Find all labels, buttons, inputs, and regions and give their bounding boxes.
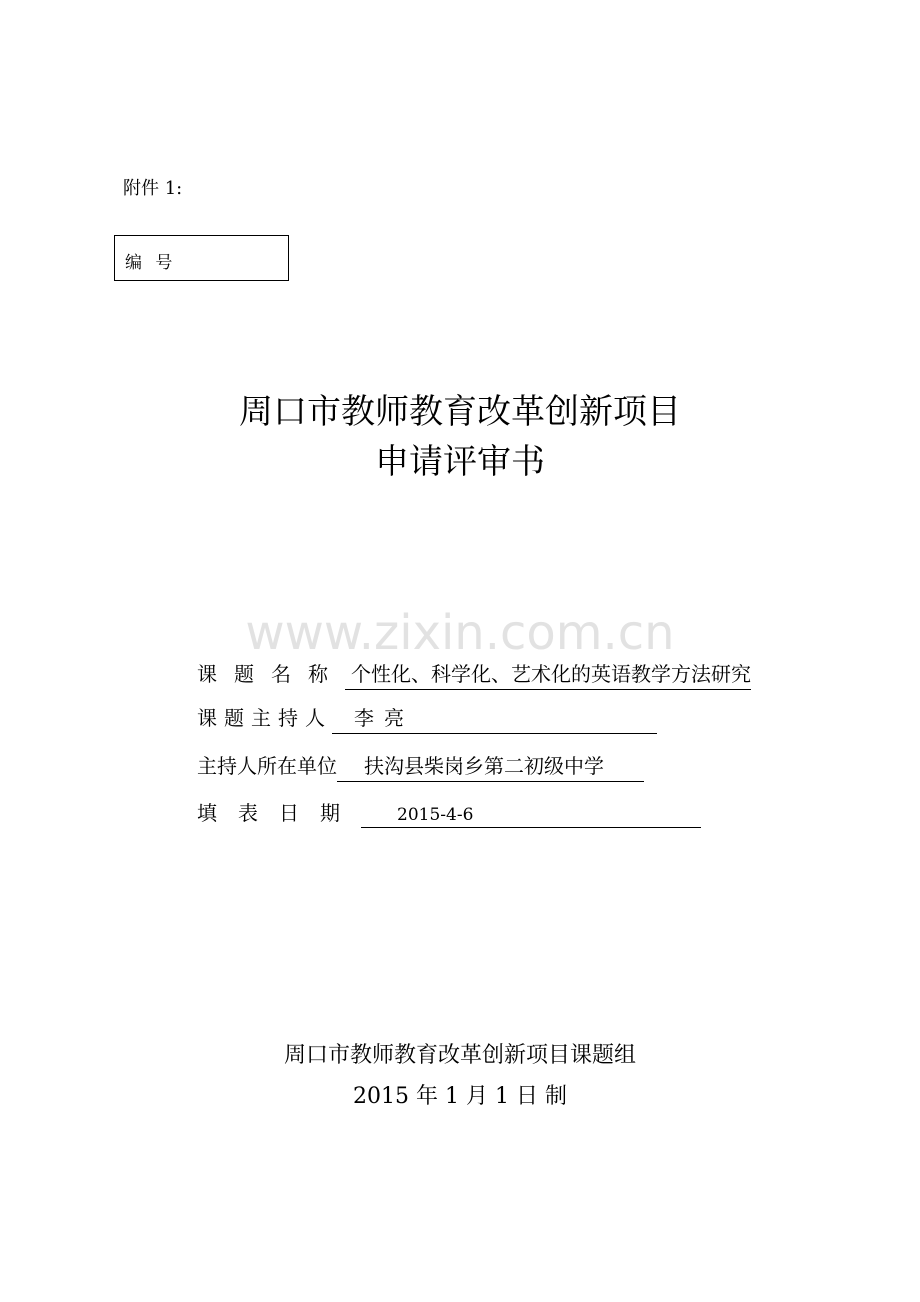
host-field — [197, 702, 657, 732]
date-label: 填表日期 — [197, 801, 361, 825]
document-subtitle: 申请评审书 — [375, 442, 545, 482]
topic-value: 个性化、科学化、艺术化的英语教学方法研究 — [345, 658, 751, 690]
watermark: www.zixin.com.cn — [245, 605, 675, 661]
attachment-label: 附件 1: — [123, 178, 183, 199]
topic-label: 课题名称 — [197, 662, 345, 686]
number-box — [114, 235, 289, 281]
host-value: 李亮 — [332, 702, 657, 734]
footer-date: 2015 年 1 月 1 日 制 — [353, 1084, 567, 1109]
date-field — [197, 797, 701, 827]
date-value: 2015-4-6 — [361, 805, 701, 828]
footer-organization: 周口市教师教育改革创新项目课题组 — [283, 1043, 636, 1068]
unit-label: 主持人所在单位 — [197, 754, 337, 778]
topic-field — [197, 658, 751, 688]
unit-field — [197, 750, 644, 780]
document-title: 周口市教师教育改革创新项目 — [239, 392, 681, 432]
host-label: 课题主持人 — [197, 706, 332, 730]
number-box-label: 编 号 — [125, 253, 177, 273]
unit-value: 扶沟县柴岗乡第二初级中学 — [337, 750, 644, 782]
